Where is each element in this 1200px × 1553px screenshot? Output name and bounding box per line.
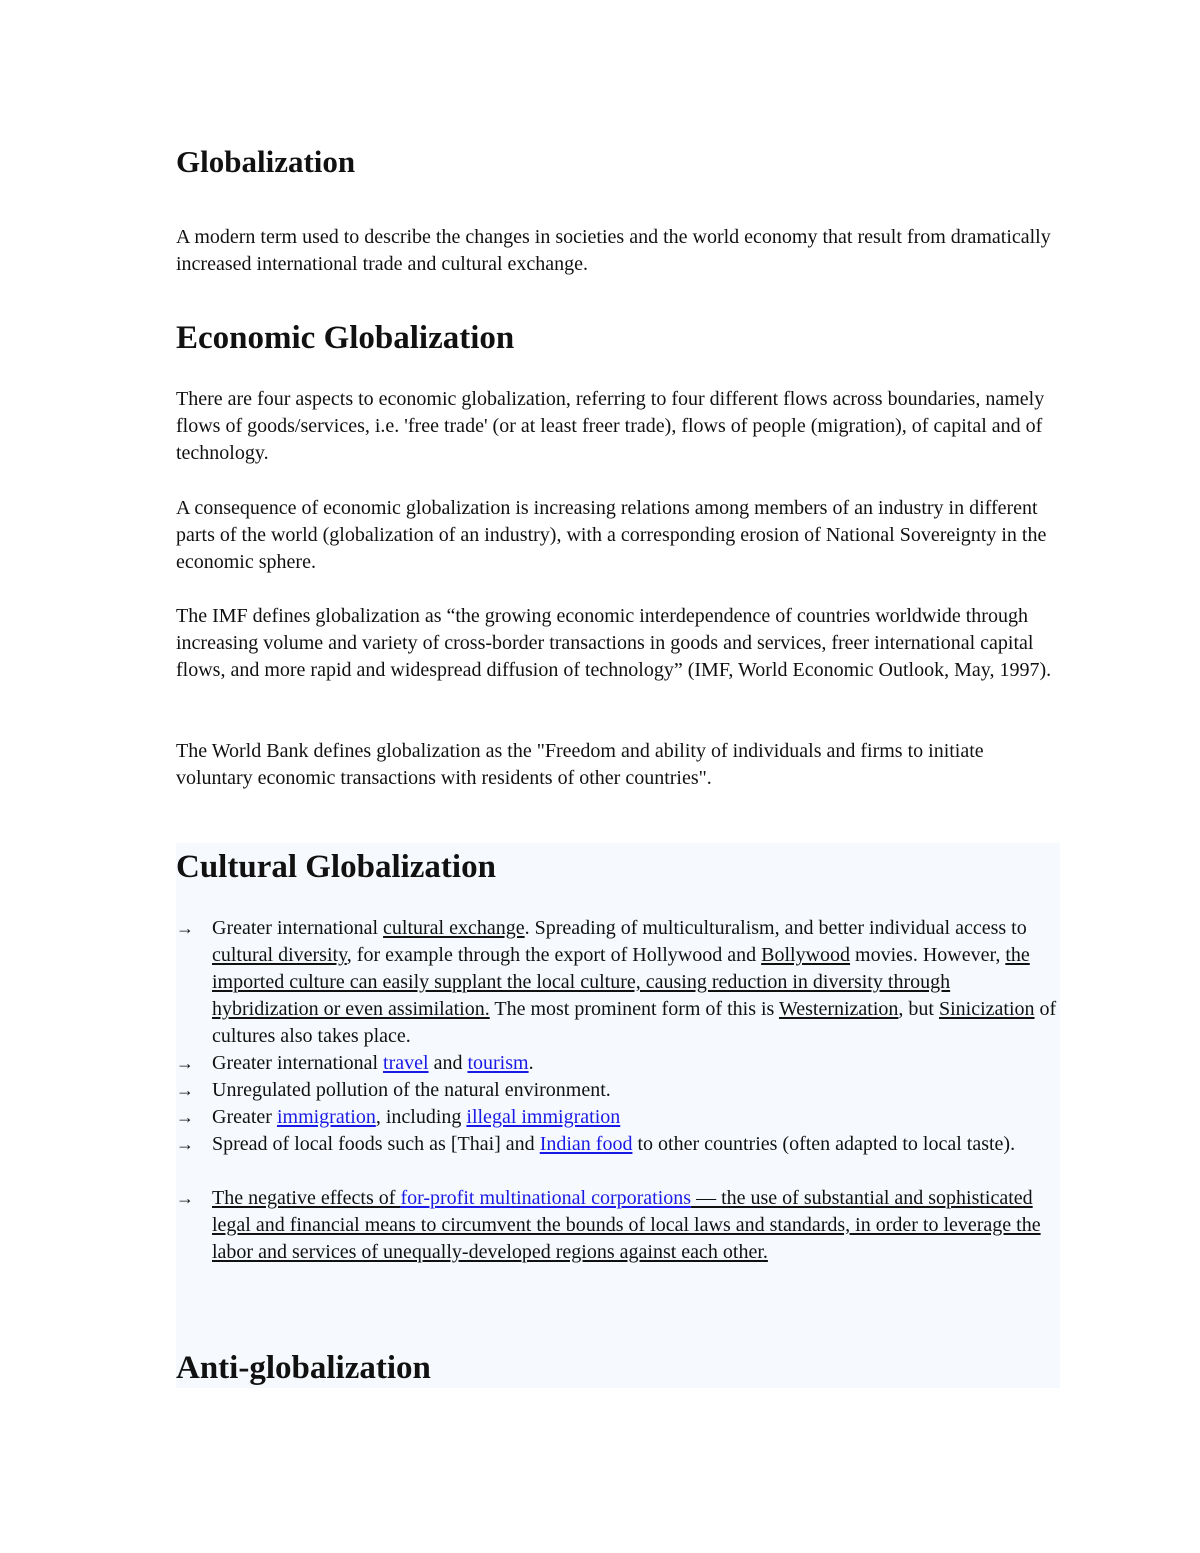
bollywood-link[interactable]: Bollywood <box>761 944 851 966</box>
list-item-text: Greater <box>212 1106 277 1128</box>
imf-definition-paragraph: The IMF defines globalization as “the growing economic interdependence of countries worldwide through increasing volume and variety of cross-border transactions in goods and services, freer international capital flows, and more rapid and widespread diffusion of technology” (IMF, World Economic Outlook, May, 1997). <box>176 605 1052 681</box>
list-item-text: The most prominent form of this is <box>489 998 779 1020</box>
list-item-text: and <box>428 1052 468 1074</box>
list-item-text: of cultures also takes place. <box>212 998 1057 1047</box>
arrow-bullet-icon: → <box>176 1053 194 1073</box>
list-spacer <box>176 1158 1060 1185</box>
multinational-corporations-link[interactable]: for-profit multinational corporations <box>400 1187 692 1209</box>
underlined-passage: — the use of substantial and sophisticated legal and financial means to circumvent the bounds of local laws and standards, in order to leverage the labor and services of unequally-developed regions against each other. <box>212 1187 1041 1263</box>
arrow-bullet-icon: → <box>176 918 194 938</box>
list-item <box>176 915 1060 1050</box>
list-item-text: , but <box>898 998 939 1020</box>
indian-food-link[interactable]: Indian food <box>539 1133 633 1155</box>
travel-link[interactable]: travel <box>383 1052 429 1074</box>
list-item-text: . Spreading of multiculturalism, and better individual access to <box>524 917 1027 939</box>
list-item-text: Unregulated pollution of the natural environment. <box>212 1079 611 1101</box>
economic-heading: Economic Globalization <box>176 320 515 356</box>
cultural-exchange-link[interactable]: cultural exchange <box>383 917 525 939</box>
immigration-link[interactable]: immigration <box>276 1106 376 1128</box>
illegal-immigration-link[interactable]: illegal immigration <box>466 1106 621 1128</box>
list-item-text: , including <box>375 1106 467 1128</box>
list-item-text: Greater international <box>212 917 384 939</box>
page-title: Globalization <box>176 144 356 179</box>
arrow-bullet-icon: → <box>176 1134 194 1154</box>
cultural-diversity-link[interactable]: cultural diversity <box>212 944 347 966</box>
anti-globalization-heading: Anti-globalization <box>176 1350 431 1386</box>
economic-paragraph-2: A consequence of economic globalization is increasing relations among members of an industry in different parts of the world (globalization of an industry), with a corresponding erosion of National Sovereignty in the economic sphere. <box>176 497 1047 573</box>
arrow-bullet-icon: → <box>176 1107 194 1127</box>
list-item-text: movies. However, <box>850 944 1006 966</box>
arrow-bullet-icon: → <box>176 1080 194 1100</box>
list-item-text: to other countries (often adapted to local taste). <box>632 1133 1016 1155</box>
cultural-list <box>176 915 1060 1266</box>
list-item <box>176 1185 1060 1266</box>
westernization-link[interactable]: Westernization <box>778 998 899 1020</box>
sinicization-link[interactable]: Sinicization <box>938 998 1035 1020</box>
list-item-text: Greater international <box>212 1052 384 1074</box>
list-item <box>176 1050 1060 1077</box>
intro-paragraph: A modern term used to describe the changes in societies and the world economy that result from dramatically increased international trade and cultural exchange. <box>176 226 1051 275</box>
cultural-heading: Cultural Globalization <box>176 849 496 885</box>
economic-paragraph-1: There are four aspects to economic globalization, referring to four different flows across boundaries, namely flows of goods/services, i.e. 'free trade' (or at least freer trade), flows of people (migration), of capital and of technology. <box>176 388 1045 464</box>
list-item-text: . <box>528 1052 534 1074</box>
arrow-bullet-icon: → <box>176 1188 194 1208</box>
world-bank-definition-paragraph: The World Bank defines globalization as the "Freedom and ability of individuals and firms to initiate voluntary economic transactions with residents of other countries". <box>176 740 984 789</box>
tourism-link[interactable]: tourism <box>467 1052 529 1074</box>
underlined-passage: the imported culture can easily supplant the local culture, causing reduction in diversity through hybridization or even assimilation. <box>212 944 1030 1020</box>
list-item-text: Spread of local foods such as [Thai] and <box>212 1133 540 1155</box>
list-item <box>176 1077 1060 1104</box>
list-item <box>176 1131 1060 1158</box>
underlined-passage: The negative effects of <box>212 1187 401 1209</box>
list-item <box>176 1104 1060 1131</box>
list-item-text: , for example through the export of Hollywood and <box>346 944 762 966</box>
